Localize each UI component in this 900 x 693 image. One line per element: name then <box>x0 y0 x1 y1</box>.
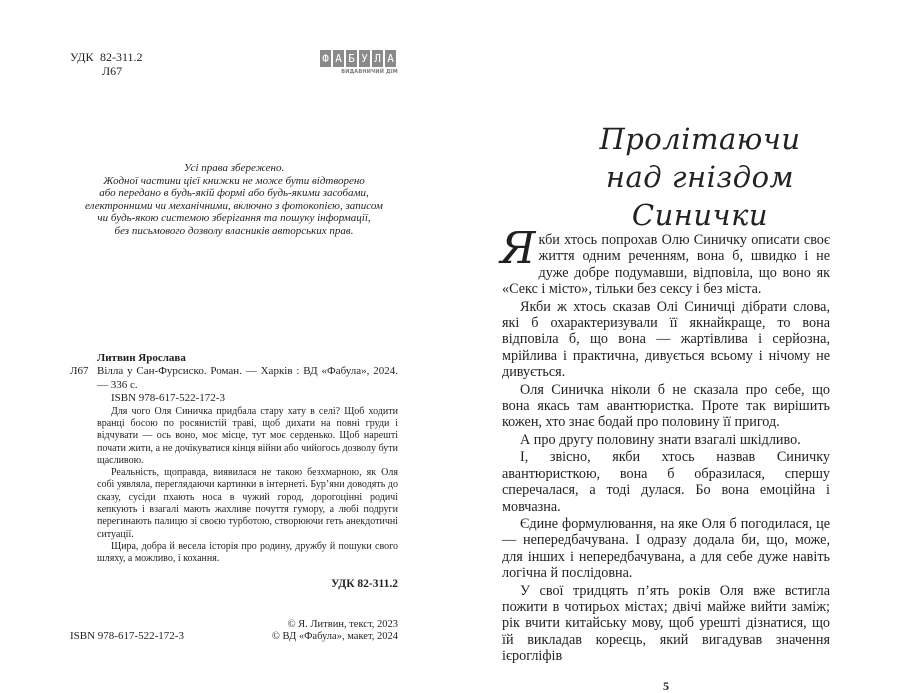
annotation-paragraph: Щира, добра й весела історія про родину, дружбу й пошуки свого шляху, а можливо, і кохання. <box>97 540 398 565</box>
right-page-column <box>500 223 830 693</box>
logo-letter: А <box>333 50 344 67</box>
catalog-author: Литвин Ярослава <box>97 352 186 364</box>
copyright <box>272 619 398 643</box>
chapter-title-line: Пролітаючи <box>599 122 801 156</box>
copyright-line: © ВД «Фабула», макет, 2024 <box>271 631 398 643</box>
imprint-footer <box>70 619 398 643</box>
body-paragraph: І, звісно, якби хтось назвав Синичку авантюристкою, вона б образилася, спершу сперечалася, а тоді дулася. Бо вона емоційна і мовчазна. <box>502 449 830 515</box>
annotation-paragraph: Для чого Оля Синичка придбала стару хату в селі? Щоб ходити вранці босою по росянистій траві, щоб дихати на повні груди і відчувати — ось воно, моє місце, тут моє серденько. Щоб нарешті почати жити, а не дочікуватися кінця війни або чийогось дозволу бути щасливою. <box>97 405 398 466</box>
imprint-section <box>70 352 398 643</box>
annotation-paragraph: Реальність, щоправда, виявилася не такою безхмарною, як Оля собі уявляла, переглядаючи картинки в інтернеті. Бур’яни доводять до сказу, сусіди пхають носа в чужий город, дорогоцінні родичі кепкують і взагалі мають жахливе почуття гумору, а любі подруги перегинають палицю зі своєю турботою, створюючи геть анекдотичні ситуації. <box>97 467 398 540</box>
logo-subtitle: ВИДАВНИЧИЙ ДІМ <box>341 69 398 75</box>
body-paragraph <box>500 223 830 298</box>
bbk-code: Л67 <box>102 64 123 78</box>
rights-notice <box>70 162 398 238</box>
body-paragraph-text: кби хтось попрохав Олю Синичку описати своє життя одним реченням, вона б, швидко і не дуже добре подумавши, відповіла, що воно як «Секс і місто», тільки без сексу і без міста. <box>502 232 830 298</box>
drop-cap: Я <box>500 223 536 274</box>
catalog-wrapper <box>70 352 398 565</box>
logo-letter: Л <box>372 50 383 67</box>
chapter-title-line: над гніздом Синички <box>605 160 795 232</box>
chapter-title <box>540 120 860 234</box>
rights-line: або передано в будь-якій формі або будь-якими засобами, <box>99 187 369 200</box>
rights-line: електронними чи механічними, включно з фотокопією, записом <box>85 199 383 212</box>
logo-letter: Б <box>346 50 357 67</box>
rights-line: без письмового дозволу власників авторських прав. <box>114 224 354 237</box>
catalog-code: Л67 <box>70 365 89 378</box>
udk-bottom: УДК 82-311.2 <box>331 578 398 591</box>
catalog-description: Вілла у Сан-Фурсиско. Роман. — Харків : ВД «Фабула», 2024. — 336 с. <box>97 365 398 391</box>
rights-line: Жодної частини цієї книжки не може бути відтворено <box>103 174 365 187</box>
copyright-line: © Я. Литвин, текст, 2023 <box>287 619 398 631</box>
page-number: 5 <box>663 678 669 693</box>
body-paragraph: Оля Синичка ніколи б не сказала про себе, що вона якась там авантюристка. Проте так вирішить кожен, хто знає бодай про половину її пригод. <box>502 381 830 431</box>
isbn: ISBN 978-617-522-172-3 <box>70 630 184 643</box>
logo-letter: У <box>359 50 370 67</box>
udk-label: УДК <box>70 50 94 64</box>
rights-line: Усі права збережено. <box>183 162 285 174</box>
rights-line: чи будь-якою системою зберігання та пошуку інформації, <box>97 212 371 225</box>
logo-letter: Ф <box>320 50 331 67</box>
logo-letter: А <box>385 50 396 67</box>
body-paragraph: Єдине формулювання, на яке Оля б погодилася, це — непередбачувана. І одразу додала би, що, може, для інших і непередбачувана, а для себе дуже навіть логічна й послідовна. <box>502 515 830 582</box>
catalog-record <box>97 352 398 565</box>
body-paragraph: А про другу половину знати взагалі шкідливо. <box>520 431 801 448</box>
udk-header <box>70 50 143 78</box>
catalog-isbn: ISBN 978-617-522-172-3 <box>111 392 225 405</box>
body-paragraph: У свої тридцять п’ять років Оля вже встигла пожити в чотирьох містах; двічі майже вийти заміж; рік вчити китайську мову, щоб урешті дізнатися, що їй викладав кореєць, який вигадував значення ієрогліфів <box>502 582 830 665</box>
udk-code: 82-311.2 <box>100 50 143 64</box>
chapter-body <box>500 223 830 665</box>
publisher-logo <box>320 50 398 75</box>
body-paragraph: Якби ж хтось сказав Олі Синичці дібрати слова, які б охарактеризували її якнайкраще, то вона відповіла б, що вона — жартівлива і серйозна, мрійлива і практична, дивується всьому і нічому не дивується. <box>502 298 830 381</box>
